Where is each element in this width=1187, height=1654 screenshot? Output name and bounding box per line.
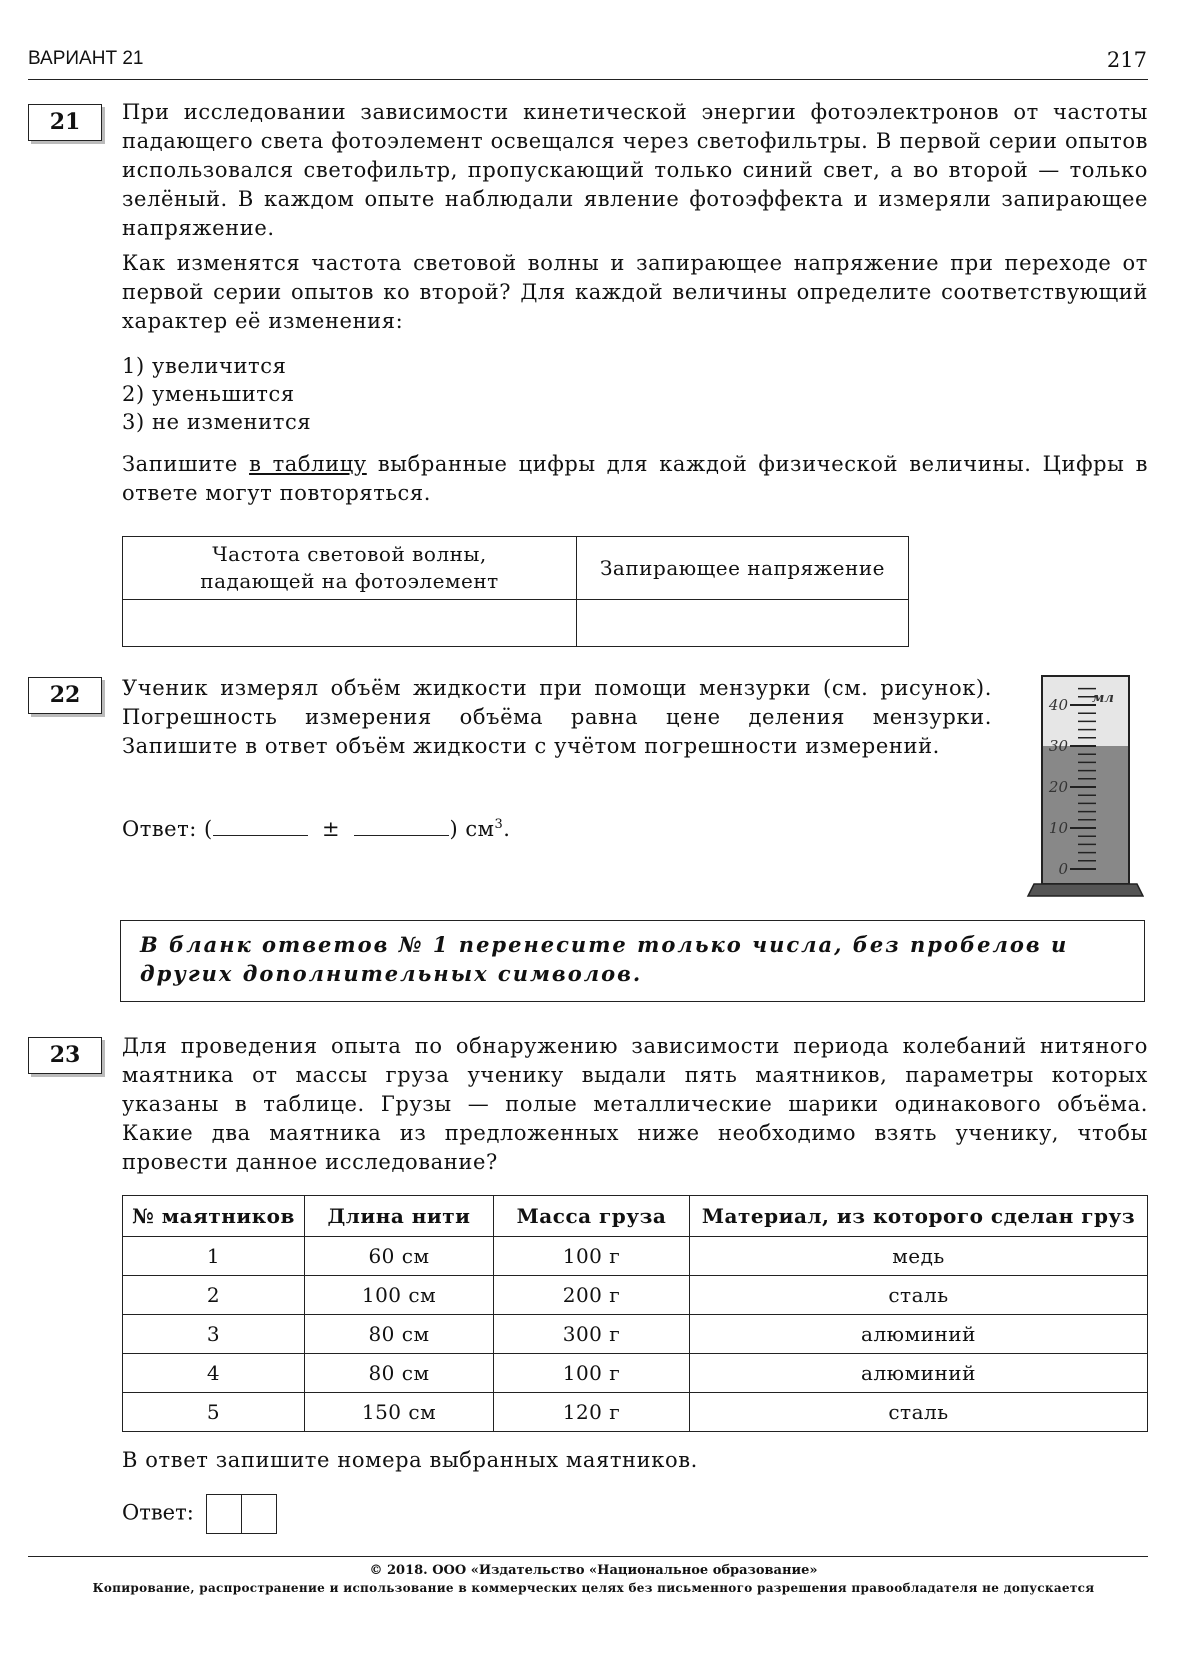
- cylinder-label-30: 30: [1048, 737, 1068, 755]
- q22-answer-line: [122, 815, 510, 841]
- cell-mass: 100 г: [494, 1237, 690, 1276]
- cell-mass: 100 г: [494, 1354, 690, 1393]
- col-header-number: № маятников: [123, 1196, 305, 1237]
- q21-instr-part-1: Запишите: [122, 452, 250, 476]
- question-number-21: 21: [28, 104, 102, 141]
- cell-number: 1: [123, 1237, 305, 1276]
- q22-error-blank[interactable]: [354, 815, 449, 836]
- q21-paragraph-2: Как изменятся частота световой волны и запирающее напряжение при переходе от первой серии опытов ко второй? Для каждой величины определите соответствующий характер её изменения:: [122, 251, 1148, 333]
- pendulum-table-header: [123, 1196, 1148, 1237]
- cylinder-unit-label: мл: [1092, 691, 1114, 706]
- cell-material: сталь: [690, 1276, 1148, 1315]
- cylinder-liquid: [1043, 746, 1128, 883]
- q21-answer-cell-frequency[interactable]: [123, 600, 577, 647]
- q23-answer-label: Ответ:: [122, 1500, 194, 1525]
- cylinder-label-20: 20: [1048, 778, 1068, 796]
- cell-mass: 300 г: [494, 1315, 690, 1354]
- variant-label: ВАРИАНТ 21: [28, 48, 144, 69]
- question-number-23: 23: [28, 1037, 102, 1074]
- col-header-length: Длина нити: [305, 1196, 494, 1237]
- page-number: 217: [1106, 48, 1147, 72]
- q22-value-blank[interactable]: [213, 815, 308, 836]
- q21-options: [122, 352, 311, 436]
- cell-length: 100 см: [305, 1276, 494, 1315]
- q23-instruction: В ответ запишите номера выбранных маятников.: [122, 1448, 698, 1472]
- cylinder-label-0: 0: [1058, 860, 1068, 878]
- cell-number: 5: [123, 1393, 305, 1432]
- cell-material: медь: [690, 1237, 1148, 1276]
- q22-unit-power: 3: [494, 817, 504, 832]
- footer-divider: [28, 1556, 1148, 1557]
- q23-text: Для проведения опыта по обнаружению зависимости периода колебаний нитяного маятника от массы груза ученику выдали пять маятников, параметры которых указаны в таблице. Грузы — полые металлические шарики одинакового объёма. Какие два маятника из предложенных ниже необходимо взять ученику, чтобы провести данное исследование?: [122, 1034, 1148, 1174]
- cell-number: 2: [123, 1276, 305, 1315]
- q21-paragraph-1: При исследовании зависимости кинетической энергии фотоэлектронов от частоты падающего света фотоэлемент освещался через светофильтры. В первой серии опытов использовался светофильтр, пропускающий только синий свет, а во второй — только зелёный. В каждом опыте наблюдали явление фотоэффекта и измеряли запирающее напряжение.: [122, 100, 1148, 240]
- cylinder-label-10: 10: [1048, 819, 1068, 837]
- answer-form-notice: В бланк ответов № 1 перенесите только числа, без пробелов и других дополнительных символов.: [140, 932, 1069, 986]
- q21-option-3: 3) не изменится: [122, 410, 312, 434]
- cell-material: алюминий: [690, 1354, 1148, 1393]
- col-header-mass: Масса груза: [494, 1196, 690, 1237]
- q21-option-2: 2) уменьшится: [122, 382, 295, 406]
- cell-material: сталь: [690, 1393, 1148, 1432]
- table-row: [123, 1393, 1148, 1432]
- q22-unit: ) см: [449, 817, 495, 841]
- q21-text: [122, 98, 1148, 336]
- q22-plus-minus: ±: [322, 817, 341, 841]
- q23-answer-box-1[interactable]: [206, 1494, 242, 1534]
- cell-number: 3: [123, 1315, 305, 1354]
- cell-length: 80 см: [305, 1354, 494, 1393]
- q22-dot: .: [503, 817, 511, 841]
- cell-length: 150 см: [305, 1393, 494, 1432]
- table-row: [123, 1237, 1148, 1276]
- footer-notice: Копирование, распространение и использование в коммерческих целях без письменного разрешения правообладателя не допускается: [92, 1581, 1095, 1595]
- q23-answer-row: [122, 1494, 277, 1534]
- cylinder-label-40: 40: [1048, 696, 1068, 714]
- cell-number: 4: [123, 1354, 305, 1393]
- q21-instr-part-2: выбранные цифры для каждой физической величины. Цифры в ответе могут повторяться.: [122, 452, 1148, 505]
- q21-instr-underlined: в таблицу: [249, 452, 367, 476]
- question-number-22: 22: [28, 677, 102, 714]
- measuring-cylinder-figure: [1024, 674, 1144, 900]
- cell-length: 60 см: [305, 1237, 494, 1276]
- footer-copyright: © 2018. ООО «Издательство «Национальное образование»: [369, 1563, 818, 1578]
- q21-answer-cell-voltage[interactable]: [577, 600, 909, 647]
- q21-header-frequency: Частота световой волны, падающей на фотоэлемент: [123, 537, 577, 600]
- q22-text: Ученик измерял объём жидкости при помощи мензурки (см. рисунок). Погрешность измерения объёма равна цене деления мензурки. Запишите в ответ объём жидкости с учётом погрешности измерений.: [122, 676, 992, 758]
- cylinder-base: [1028, 884, 1143, 896]
- pendulum-table: [122, 1195, 1148, 1432]
- q21-instruction: [122, 450, 1148, 508]
- cell-length: 80 см: [305, 1315, 494, 1354]
- table-row: [123, 1276, 1148, 1315]
- cell-mass: 200 г: [494, 1276, 690, 1315]
- col-header-material: Материал, из которого сделан груз: [690, 1196, 1148, 1237]
- table-row: [123, 1315, 1148, 1354]
- q22-answer-label: Ответ: (: [122, 817, 213, 841]
- cell-material: алюминий: [690, 1315, 1148, 1354]
- q21-option-1: 1) увеличится: [122, 354, 287, 378]
- q23-answer-box-2[interactable]: [242, 1494, 277, 1534]
- table-row: [123, 1354, 1148, 1393]
- header-divider: [28, 79, 1148, 80]
- q21-header-voltage: Запирающее напряжение: [577, 537, 909, 600]
- q21-answer-table: [122, 536, 909, 647]
- cell-mass: 120 г: [494, 1393, 690, 1432]
